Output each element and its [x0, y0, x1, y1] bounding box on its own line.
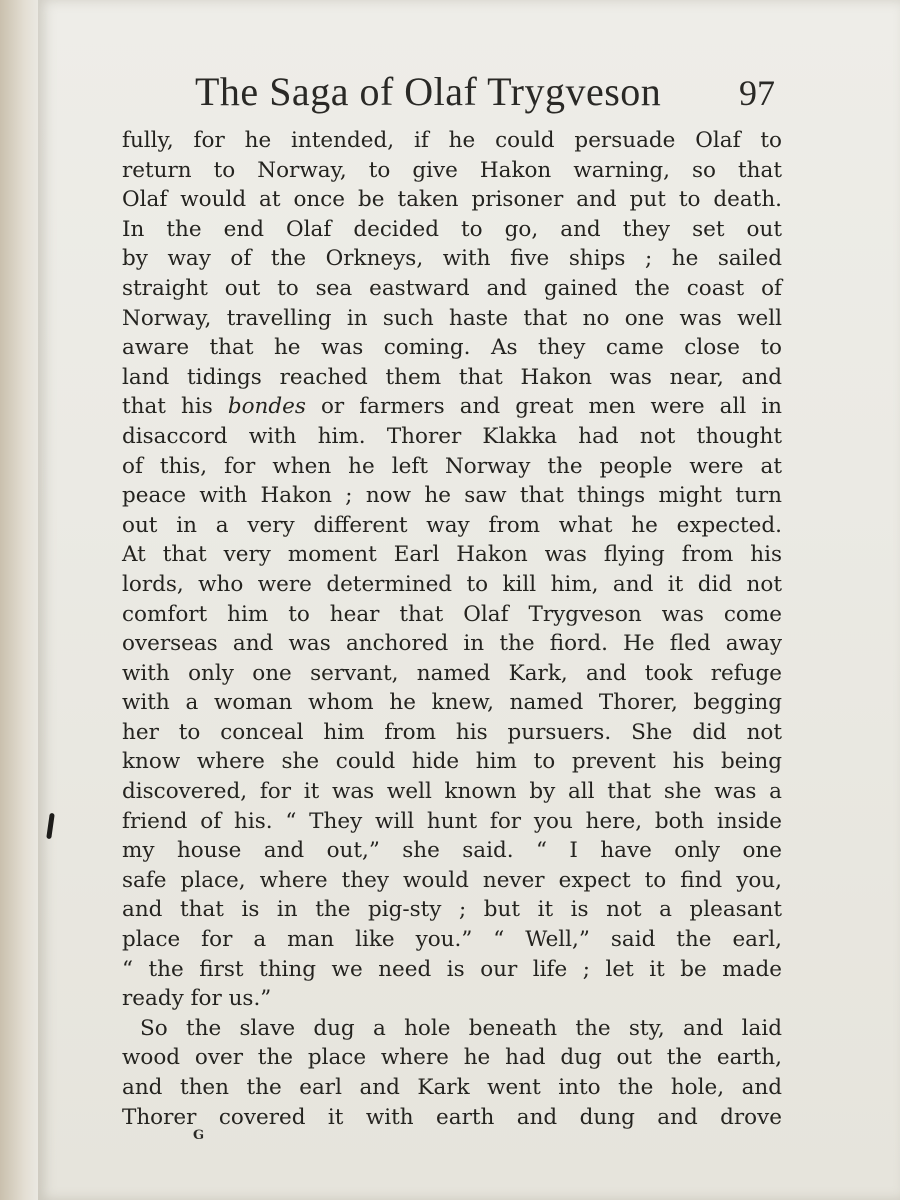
paragraph-first-line: So the slave dug a hole beneath the sty, and laid	[140, 1015, 782, 1041]
text-line: by way of the Orkneys, with five ships ; he sailed	[122, 246, 782, 272]
text-line: straight out to sea eastward and gained the coast of	[122, 275, 782, 301]
text-line: peace with Hakon ; now he saw that things might turn	[122, 483, 782, 509]
text-line: out in a very different way from what he expected.	[122, 512, 782, 538]
text-line: know where she could hide him to prevent his being	[122, 749, 782, 775]
text-line: Thorer covered it with earth and dung and drove	[122, 1104, 782, 1130]
text-line: and then the earl and Kark went into the hole, and	[122, 1075, 782, 1100]
text-line: safe place, where they would never expect to find you,	[122, 867, 782, 893]
body-text	[122, 126, 782, 1132]
text-line: her to conceal him from his pursuers. She did not	[122, 719, 782, 745]
text-line: comfort him to hear that Olaf Trygveson was come	[122, 601, 782, 627]
text-line: aware that he was coming. As they came close to	[122, 335, 782, 361]
text-line: and that is in the pig-sty ; but it is not a pleasant	[122, 897, 782, 923]
text-line: land tidings reached them that Hakon was near, and	[122, 364, 782, 390]
book-gutter	[0, 0, 42, 1200]
text-line: overseas and was anchored in the fiord. He fled away	[122, 631, 782, 657]
text-line: At that very moment Earl Hakon was flying from his	[122, 542, 782, 568]
text-line: of this, for when he left Norway the people were at	[122, 453, 782, 479]
text-line: return to Norway, to give Hakon warning, so that	[122, 157, 782, 183]
text-line: ready for us.”	[122, 986, 272, 1012]
text-line: wood over the place where he had dug out the earth,	[122, 1045, 782, 1071]
text-line: disaccord with him. Thorer Klakka had not thought	[122, 423, 782, 449]
text-line: place for a man like you.” “ Well,” said the earl,	[122, 927, 782, 953]
text-segment: or farmers and great men were all in	[305, 394, 783, 420]
text-line: In the end Olaf decided to go, and they set out	[122, 216, 782, 242]
italic-word: bondes	[227, 394, 306, 420]
signature-mark: G	[193, 1128, 205, 1143]
text-line: discovered, for it was well known by all that she was a	[122, 779, 782, 805]
text-line-with-italic	[122, 392, 782, 422]
text-line: Olaf would at once be taken prisoner and put to death.	[122, 187, 782, 213]
text-line: lords, who were determined to kill him, and it did not	[122, 571, 782, 597]
text-line: fully, for he intended, if he could persuade Olaf to	[122, 128, 782, 153]
text-line: with only one servant, named Kark, and took refuge	[122, 660, 782, 686]
page-number: 97	[739, 73, 775, 113]
text-line: my house and out,” she said. “ I have only one	[122, 838, 782, 864]
text-segment: that his	[122, 394, 228, 420]
running-header	[195, 68, 775, 112]
text-line: “ the first thing we need is our life ; let it be made	[122, 956, 782, 982]
text-line: friend of his. “ They will hunt for you here, both inside	[122, 808, 782, 834]
text-line: with a woman whom he knew, named Thorer, begging	[122, 690, 782, 716]
text-line: Norway, travelling in such haste that no one was well	[122, 305, 782, 331]
running-title: The Saga of Olaf Trygveson	[195, 69, 662, 114]
